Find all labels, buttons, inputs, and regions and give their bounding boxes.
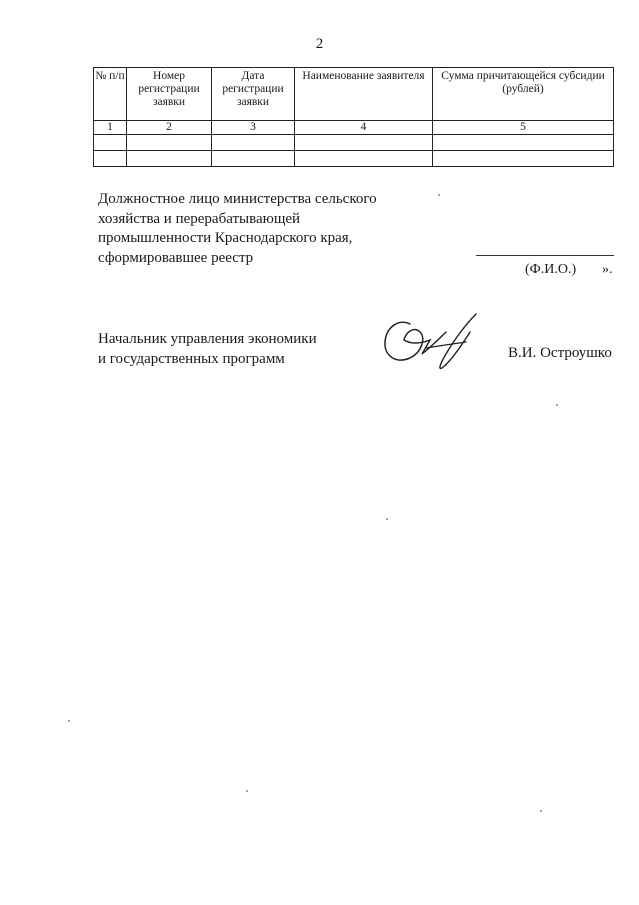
table-cell	[94, 135, 127, 151]
official-title-line: Должностное лицо министерства сельского	[98, 191, 377, 207]
official-title-line: хозяйства и перерабатывающей	[98, 210, 301, 227]
table-cell	[127, 135, 212, 151]
table-cell	[433, 135, 614, 151]
head-name: В.И. Остроушко	[508, 345, 612, 361]
table-cell	[94, 151, 127, 167]
page-number: 2	[315, 36, 324, 52]
header-cell-reg-number: Номер регистрации заявки	[127, 68, 212, 121]
registry-table	[93, 67, 614, 167]
column-number: 5	[433, 121, 614, 135]
handwritten-signature	[380, 310, 485, 375]
column-number: 2	[127, 121, 212, 135]
scan-speck	[68, 720, 70, 722]
table-cell	[212, 135, 295, 151]
column-number: 3	[212, 121, 295, 135]
scan-speck	[386, 518, 388, 520]
head-title-line: Начальник управления экономики	[98, 331, 317, 347]
table-cell	[295, 151, 433, 167]
table-row	[94, 151, 614, 167]
closing-quote: ».	[602, 262, 613, 277]
fio-label: (Ф.И.О.)	[525, 262, 577, 277]
official-title-line: сформировавшее реестр	[98, 249, 254, 266]
header-cell-number: № п/п	[94, 68, 127, 121]
scan-speck	[540, 810, 542, 812]
table-row	[94, 135, 614, 151]
scan-speck	[246, 790, 248, 792]
column-number: 1	[94, 121, 127, 135]
column-number: 4	[295, 121, 433, 135]
table-cell	[212, 151, 295, 167]
table-header-row	[94, 68, 614, 121]
table-cell	[433, 151, 614, 167]
table-cell	[127, 151, 212, 167]
head-title-line: и государственных программ	[98, 350, 285, 367]
official-title-line: промышленности Краснодарского края,	[98, 230, 353, 246]
column-number-row	[94, 121, 614, 135]
scan-speck	[556, 404, 558, 406]
header-cell-reg-date: Дата регистрации заявки	[212, 68, 295, 121]
official-title	[98, 190, 377, 268]
header-cell-subsidy-sum: Сумма причитающейся субсидии (рублей)	[433, 68, 614, 121]
signature-line	[476, 255, 614, 256]
table-cell	[295, 135, 433, 151]
head-title	[98, 330, 317, 369]
header-cell-applicant: Наименование заявителя	[295, 68, 433, 121]
scan-speck	[438, 194, 440, 196]
